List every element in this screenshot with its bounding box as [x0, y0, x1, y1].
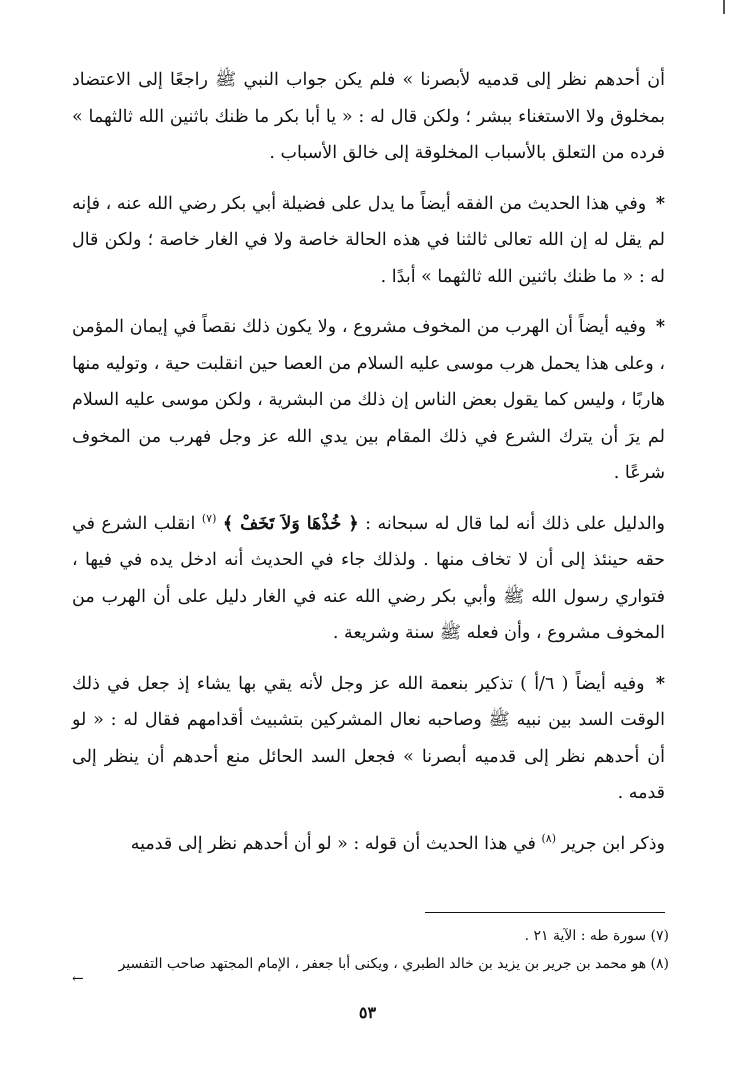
- footnote-7: (٧) سورة طه : الآية ٢١ .: [524, 928, 669, 944]
- paragraph-4-text-after: انقلب الشرع في حقه حينئذ إلى أن لا تخاف منها . ولذلك جاء في الحديث أنه ادخل يده في فيها ، فتواري رسول الله ﷺ وأبي بكر رضي الله عنه في الغار دليل على أن الهرب من المخوف مشروع ، وأن فعله ﷺ سنة وشريعة .: [72, 513, 665, 643]
- paragraph-5: [72, 666, 665, 812]
- paragraph-1: [72, 62, 665, 172]
- page-edge-mark: [723, 0, 725, 14]
- footnote-ref-7[interactable]: (٧): [201, 511, 217, 525]
- bullet-marker: *: [655, 193, 665, 214]
- bullet-marker: *: [655, 317, 665, 337]
- page-number: ٥٣: [358, 1003, 377, 1022]
- main-text: [72, 62, 665, 876]
- footnotes: [72, 922, 669, 986]
- paragraph-1-text: أن أحدهم نظر إلى قدميه لأبصرنا » فلم يكن جواب النبي ﷺ راجعًا إلى الاعتضاد بمخلوق ولا الاستغناء ببشر ؛ ولكن قال له : « يا أبا بكر ما ظنك باثنين الله ثالثهما » فرده من التعلق بالأسباب المخلوقة إلى خالق الأسباب .: [72, 70, 665, 163]
- paragraph-6-text-before: وذكر ابن جرير: [556, 833, 665, 854]
- paragraph-4: [72, 506, 665, 652]
- paragraph-2-text: وفي هذا الحديث من الفقه أيضاً ما يدل على فضيلة أبي بكر رضي الله عنه ، فإنه لم يقل له إن الله تعالى ثالثنا في هذه الحالة خاصة ولا في الغار خاصة ؛ ولكن قال له : « ما ظنك باثنين الله ثالثهما » أبدًا .: [72, 193, 665, 287]
- footnote-divider: [425, 912, 665, 913]
- footnote-ref-8[interactable]: (٨): [541, 831, 557, 845]
- paragraph-3: [72, 309, 665, 492]
- paragraph-4-text-before: والدليل على ذلك أنه لما قال له سبحانه :: [358, 513, 666, 534]
- bullet-marker: *: [655, 673, 665, 694]
- paragraph-2: [72, 186, 665, 296]
- paragraph-6: [72, 826, 665, 863]
- continue-arrow-icon: ←: [72, 971, 84, 987]
- paragraph-5-text: وفيه أيضاً ( ٦/أ ) تذكير بنعمة الله عز وجل لأنه يقي بها يشاء إذ جعل في ذلك الوقت السد بين نبيه ﷺ وصاحبه نعال المشركين بتشبيث أقدامهم فقال له : « لو أن أحدهم نظر إلى قدميه أبصرنا » فجعل السد الحائل منع أحدهم أن ينظر إلى قدمه .: [72, 673, 665, 803]
- footnote-8: (٨) هو محمد بن جرير بن يزيد بن خالد الطبري ، ويكنى أبا جعفر ، الإمام المجتهد صاحب التفسير: [118, 956, 669, 972]
- paragraph-3-text: وفيه أيضاً أن الهرب من المخوف مشروع ، ولا يكون ذلك نقصاً في إيمان المؤمن ، وعلى هذا يحمل هرب موسى عليه السلام من العصا حين انقلبت حية ، وتوليه منها هاربًا ، وليس كما يقول بعض الناس إن ذلك من البشرية ، ولكن موسى عليه السلام لم يرَ أن يترك الشرع في ذلك المقام بين يدي الله عز وجل فهرب من المخوف شرعًا .: [72, 317, 665, 483]
- quran-verse: ﴿ خُذْهَا وَلاَ تَخَفْ ﴾: [222, 513, 359, 534]
- paragraph-6-text-after: في هذا الحديث أن قوله : « لو أن أحدهم نظر إلى قدميه: [130, 833, 536, 854]
